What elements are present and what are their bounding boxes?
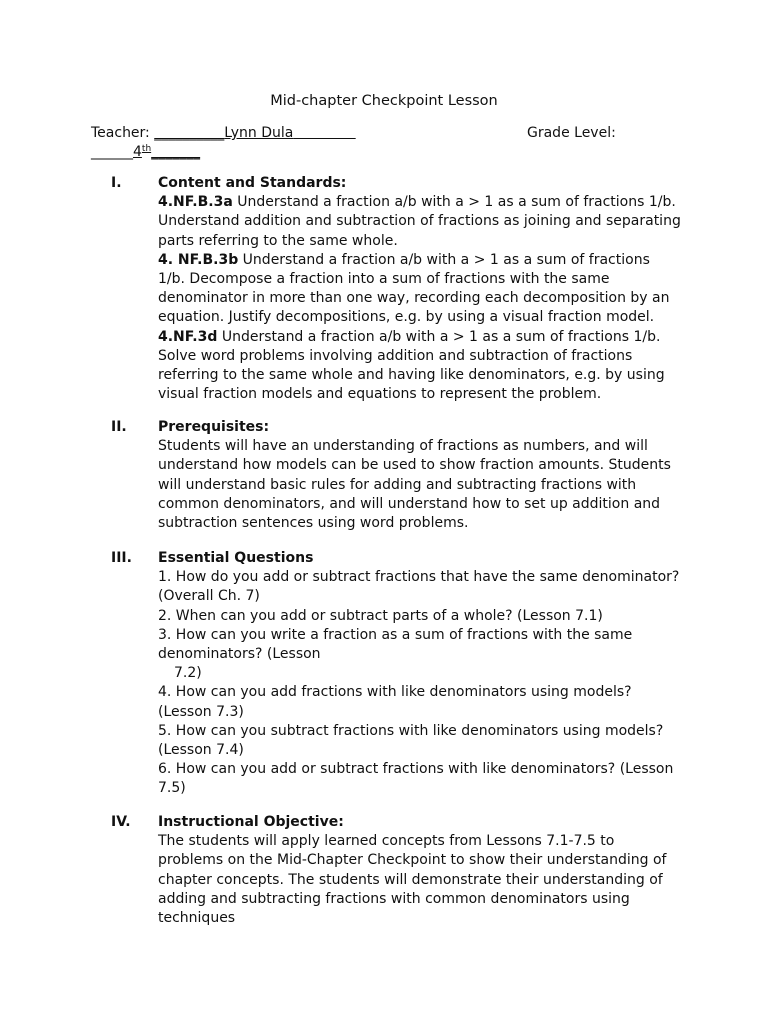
standard-text: Understand a fraction a/b with a > 1 as a sum of fractions 1/b. Decompose a fraction into a sum of fractions with the same denominator in more than one way, recording each decomposition by an equation. Justify decompositions, e.g. by using a visual fraction model.	[158, 251, 670, 326]
standard-code: 4.NF.B.3a	[158, 194, 233, 211]
teacher-label: Teacher:	[91, 125, 150, 141]
section-instructional-objective	[111, 813, 681, 928]
section-heading: Essential Questions	[158, 550, 314, 566]
standard-item	[158, 328, 681, 405]
section-content-standards	[111, 174, 681, 404]
section-text: Students will have an understanding of fractions as numbers, and will understand how models can be used to show fraction amounts. Students will understand basic rules for adding and subtracting fractions with common denominators, and will understand how to set up addition and subtraction sentences using word problems.	[158, 438, 671, 532]
section-numeral: IV.	[111, 814, 131, 830]
question-item: 3. How can you write a fraction as a sum of fractions with the same denominators? (Lesson	[158, 626, 633, 663]
question-item: 5. How can you subtract fractions with like denominators using models? (Lesson 7.4)	[158, 722, 664, 759]
teacher-pad-2	[293, 125, 355, 141]
question-item-continuation: 7.2)	[174, 665, 202, 682]
section-heading: Instructional Objective:	[158, 814, 344, 830]
section-text: The students will apply learned concepts from Lessons 7.1-7.5 to problems on the Mid-Chapter Checkpoint to show their understanding of chapter concepts. The students will demonstrate their understanding of adding and subtracting fractions with common denominators using techniques	[158, 833, 667, 927]
section-numeral: III.	[111, 550, 132, 566]
grade-pad: ______	[91, 144, 133, 160]
standard-text: Understand a fraction a/b with a > 1 as a sum of fractions 1/b. Solve word problems involving addition and subtraction of fractions referring to the same whole and having like denominators, e.g. by using visual fraction models and equations to represent the problem.	[158, 328, 665, 403]
grade-level-value-line	[91, 143, 200, 162]
standard-code: 4.NF.3d	[158, 328, 218, 345]
standard-code: 4. NF.B.3b	[158, 251, 239, 268]
page-title: Mid-chapter Checkpoint Lesson	[270, 93, 498, 109]
question-item: 6. How can you add or subtract fractions with like denominators? (Lesson 7.5)	[158, 761, 674, 797]
section-numeral: II.	[111, 419, 127, 435]
section-prerequisites	[111, 418, 681, 533]
standard-text: Understand a fraction a/b with a > 1 as a sum of fractions 1/b. Understand addition and subtraction of fractions as joining and separating parts referring to the same whole.	[158, 194, 681, 249]
section-heading: Prerequisites:	[158, 419, 270, 435]
grade-suffix: th	[141, 144, 152, 154]
standard-item	[158, 193, 681, 251]
teacher-line	[91, 124, 356, 143]
grade-level-label: Grade Level:	[527, 125, 616, 141]
teacher-name: Lynn Dula	[224, 125, 294, 141]
teacher-pad: __________	[154, 125, 225, 141]
section-heading: Content and Standards:	[158, 175, 347, 191]
section-essential-questions	[111, 549, 681, 799]
question-item: 4. How can you add fractions with like denominators using models? (Lesson 7.3)	[158, 684, 632, 720]
grade-value: 4	[133, 144, 142, 160]
question-item: 1. How do you add or subtract fractions that have the same denominator? (Overall Ch. 7)	[158, 569, 680, 605]
grade-pad-2: _______	[151, 144, 201, 160]
section-numeral: I.	[111, 175, 122, 191]
question-item: 2. When can you add or subtract parts of a whole? (Lesson 7.1)	[158, 607, 603, 624]
standard-item	[158, 251, 681, 328]
